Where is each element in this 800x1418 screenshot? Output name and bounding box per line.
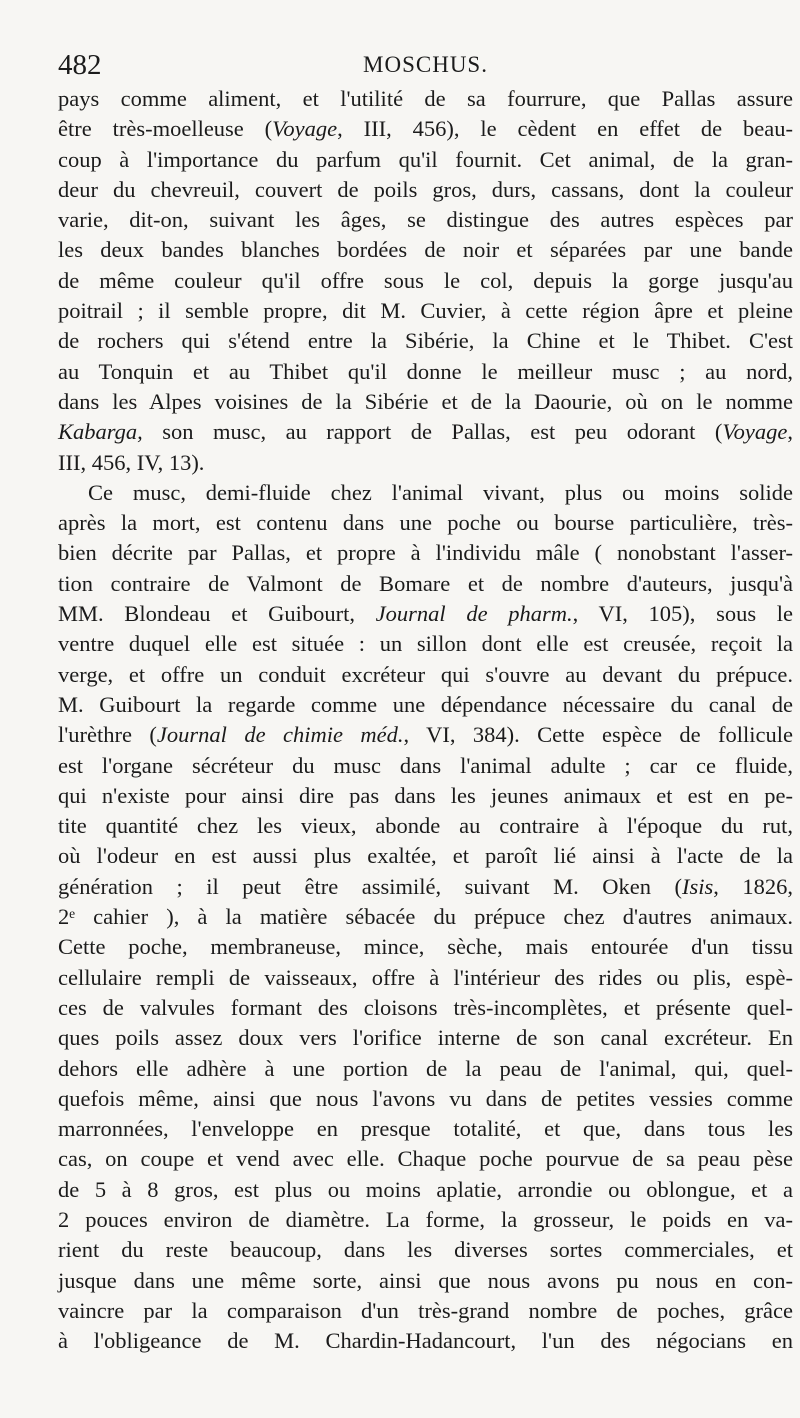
text-line xyxy=(58,478,793,508)
line-text: de même couleur qu'il offre sous le col, depuis la gorge jusqu'au xyxy=(58,267,793,293)
text-line xyxy=(58,175,793,205)
line-text: jusque dans une même sorte, ainsi que nous avons pu nous en con- xyxy=(58,1267,793,1293)
italic-text: Voyage xyxy=(272,116,338,142)
line-text: marronnées, l'enveloppe en presque totalité, et que, dans tous les xyxy=(58,1116,793,1142)
text-line xyxy=(58,932,793,962)
text-line xyxy=(58,599,793,629)
text-line xyxy=(58,963,793,993)
running-head xyxy=(58,47,793,83)
line-text: au Tonquin et au Thibet qu'il donne le meilleur musc ; au nord, xyxy=(58,358,793,384)
line-text: pays comme aliment, et l'utilité de sa fourrure, que Pallas assure xyxy=(58,86,793,111)
line-text: tite quantité chez les vieux, abonde au contraire à l'époque du rut, xyxy=(58,813,793,839)
text-line xyxy=(58,1144,793,1174)
line-text: cellulaire rempli de vaisseaux, offre à l'intérieur des rides ou plis, espè- xyxy=(58,964,793,990)
text-line xyxy=(58,1235,793,1265)
italic-text: Journal de pharm. xyxy=(375,601,573,627)
text-line xyxy=(58,357,793,387)
line-text: après la mort, est contenu dans une poche ou bourse particulière, très- xyxy=(58,510,793,536)
line-text: est l'organe sécréteur du musc dans l'animal adulte ; car ce fluide, xyxy=(58,752,793,778)
text-line xyxy=(58,1114,793,1144)
text-line xyxy=(58,1054,793,1084)
line-text: poitrail ; il semble propre, dit M. Cuvier, à cette région âpre et pleine xyxy=(58,298,793,324)
body-text xyxy=(58,84,793,1356)
text-line xyxy=(58,538,793,568)
line-text: coup à l'importance du parfum qu'il fournit. Cet animal, de la gran- xyxy=(58,146,793,172)
text-line xyxy=(58,1326,793,1356)
line-text: son musc, au rapport de Pallas, est peu odorant ( xyxy=(142,419,723,445)
line-text: , VI, 105), sous le xyxy=(572,601,793,627)
line-text: ces de valvules formant des cloisons très-incomplètes, et présente quel- xyxy=(58,994,793,1020)
line-text: quefois même, ainsi que nous l'avons vu dans de petites vessies comme xyxy=(58,1085,793,1111)
text-line xyxy=(58,387,793,417)
italic-text: Kabarga, xyxy=(58,419,143,445)
line-text: verge, et offre un conduit excréteur qui s'ouvre au devant du prépuce. xyxy=(58,661,793,687)
line-text: rient du reste beaucoup, dans les diverses sortes commerciales, et xyxy=(58,1237,793,1263)
line-text: tion contraire de Valmont de Bomare et de nombre d'auteurs, jusqu'à xyxy=(58,570,793,596)
line-text: III, 456, IV, 13). xyxy=(58,449,205,475)
text-line xyxy=(58,872,793,902)
line-text: MM. Blondeau et Guibourt, xyxy=(58,601,376,627)
text-line xyxy=(58,1266,793,1296)
line-text: dehors elle adhère à une portion de la peau de l'animal, qui, quel- xyxy=(58,1055,793,1081)
text-line xyxy=(58,629,793,659)
line-text: qui n'existe pour ainsi dire pas dans les jeunes animaux et est en pe- xyxy=(58,782,793,808)
text-line xyxy=(58,114,793,144)
line-text: cas, on coupe et vend avec elle. Chaque poche pourvue de sa peau pèse xyxy=(58,1146,793,1172)
line-text: bien décrite par Pallas, et propre à l'individu mâle ( nonobstant l'asser- xyxy=(58,540,793,566)
line-text: 2 pouces environ de diamètre. La forme, la grosseur, le poids en va- xyxy=(58,1206,793,1232)
text-line xyxy=(58,720,793,750)
line-text: , 1826, xyxy=(713,873,793,899)
line-text: de 5 à 8 gros, est plus ou moins aplatie, arrondie ou oblongue, et a xyxy=(58,1176,793,1202)
line-text: M. Guibourt la regarde comme une dépendance nécessaire du canal de xyxy=(58,691,793,717)
line-text: être très-moelleuse ( xyxy=(58,116,273,142)
line-text: ventre duquel elle est située : un sillon dont elle est creusée, reçoit la xyxy=(58,631,793,657)
text-line xyxy=(58,569,793,599)
text-line xyxy=(58,508,793,538)
line-text: Cette poche, membraneuse, mince, sèche, mais entourée d'un tissu xyxy=(58,934,793,960)
text-line xyxy=(58,660,793,690)
line-text: de rochers qui s'étend entre la Sibérie, la Chine et le Thibet. C'est xyxy=(58,328,793,354)
line-text: ques poils assez doux vers l'orifice interne de son canal excréteur. En xyxy=(58,1025,793,1051)
italic-text: Isis xyxy=(681,873,714,899)
text-line xyxy=(58,1296,793,1326)
italic-text: Journal de chimie méd. xyxy=(156,722,404,748)
text-line xyxy=(58,841,793,871)
text-line xyxy=(58,1084,793,1114)
italic-text: Voyage xyxy=(722,419,788,445)
line-text: varie, dit-on, suivant les âges, se distingue des autres espèces par xyxy=(58,207,793,233)
line-text: les deux bandes blanches bordées de noir et séparées par une bande xyxy=(58,237,793,263)
text-line xyxy=(58,235,793,265)
text-line xyxy=(58,902,793,932)
text-line xyxy=(58,296,793,326)
line-text: deur du chevreuil, couvert de poils gros, durs, cassans, dont la couleur xyxy=(58,176,793,202)
text-line xyxy=(58,1023,793,1053)
line-text: Ce musc, demi-fluide chez l'animal vivant, plus ou moins solide xyxy=(88,479,793,505)
line-text: vaincre par la comparaison d'un très-grand nombre de poches, grâce xyxy=(58,1297,793,1323)
line-text: , VI, 384). Cette espèce de follicule xyxy=(403,722,793,748)
text-line xyxy=(58,417,793,447)
text-line xyxy=(58,1205,793,1235)
line-text: dans les Alpes voisines de la Sibérie et de la Daourie, où on le nomme xyxy=(58,388,793,414)
text-line xyxy=(58,266,793,296)
text-line xyxy=(58,690,793,720)
text-line xyxy=(58,1175,793,1205)
line-text: à l'obligeance de M. Chardin-Hadancourt, l'un des négocians en xyxy=(58,1328,793,1354)
text-line xyxy=(58,993,793,1023)
line-text: l'urèthre ( xyxy=(58,722,157,748)
text-line xyxy=(58,84,793,114)
text-line xyxy=(58,205,793,235)
line-text: , III, 456), le cèdent en effet de beau- xyxy=(337,116,793,142)
running-title: MOSCHUS. xyxy=(363,52,488,77)
text-line xyxy=(58,326,793,356)
text-line xyxy=(58,781,793,811)
page-number: 482 xyxy=(58,49,102,81)
text-line xyxy=(58,448,793,478)
line-text: où l'odeur en est aussi plus exaltée, et paroît lié ainsi à l'acte de la xyxy=(58,843,793,869)
text-line xyxy=(58,145,793,175)
line-text: génération ; il peut être assimilé, suivant M. Oken ( xyxy=(58,873,682,899)
line-text: 2ᵉ cahier ), à la matière sébacée du prépuce chez d'autres animaux. xyxy=(58,904,793,930)
line-text: , xyxy=(787,419,793,445)
text-line xyxy=(58,751,793,781)
text-line xyxy=(58,811,793,841)
